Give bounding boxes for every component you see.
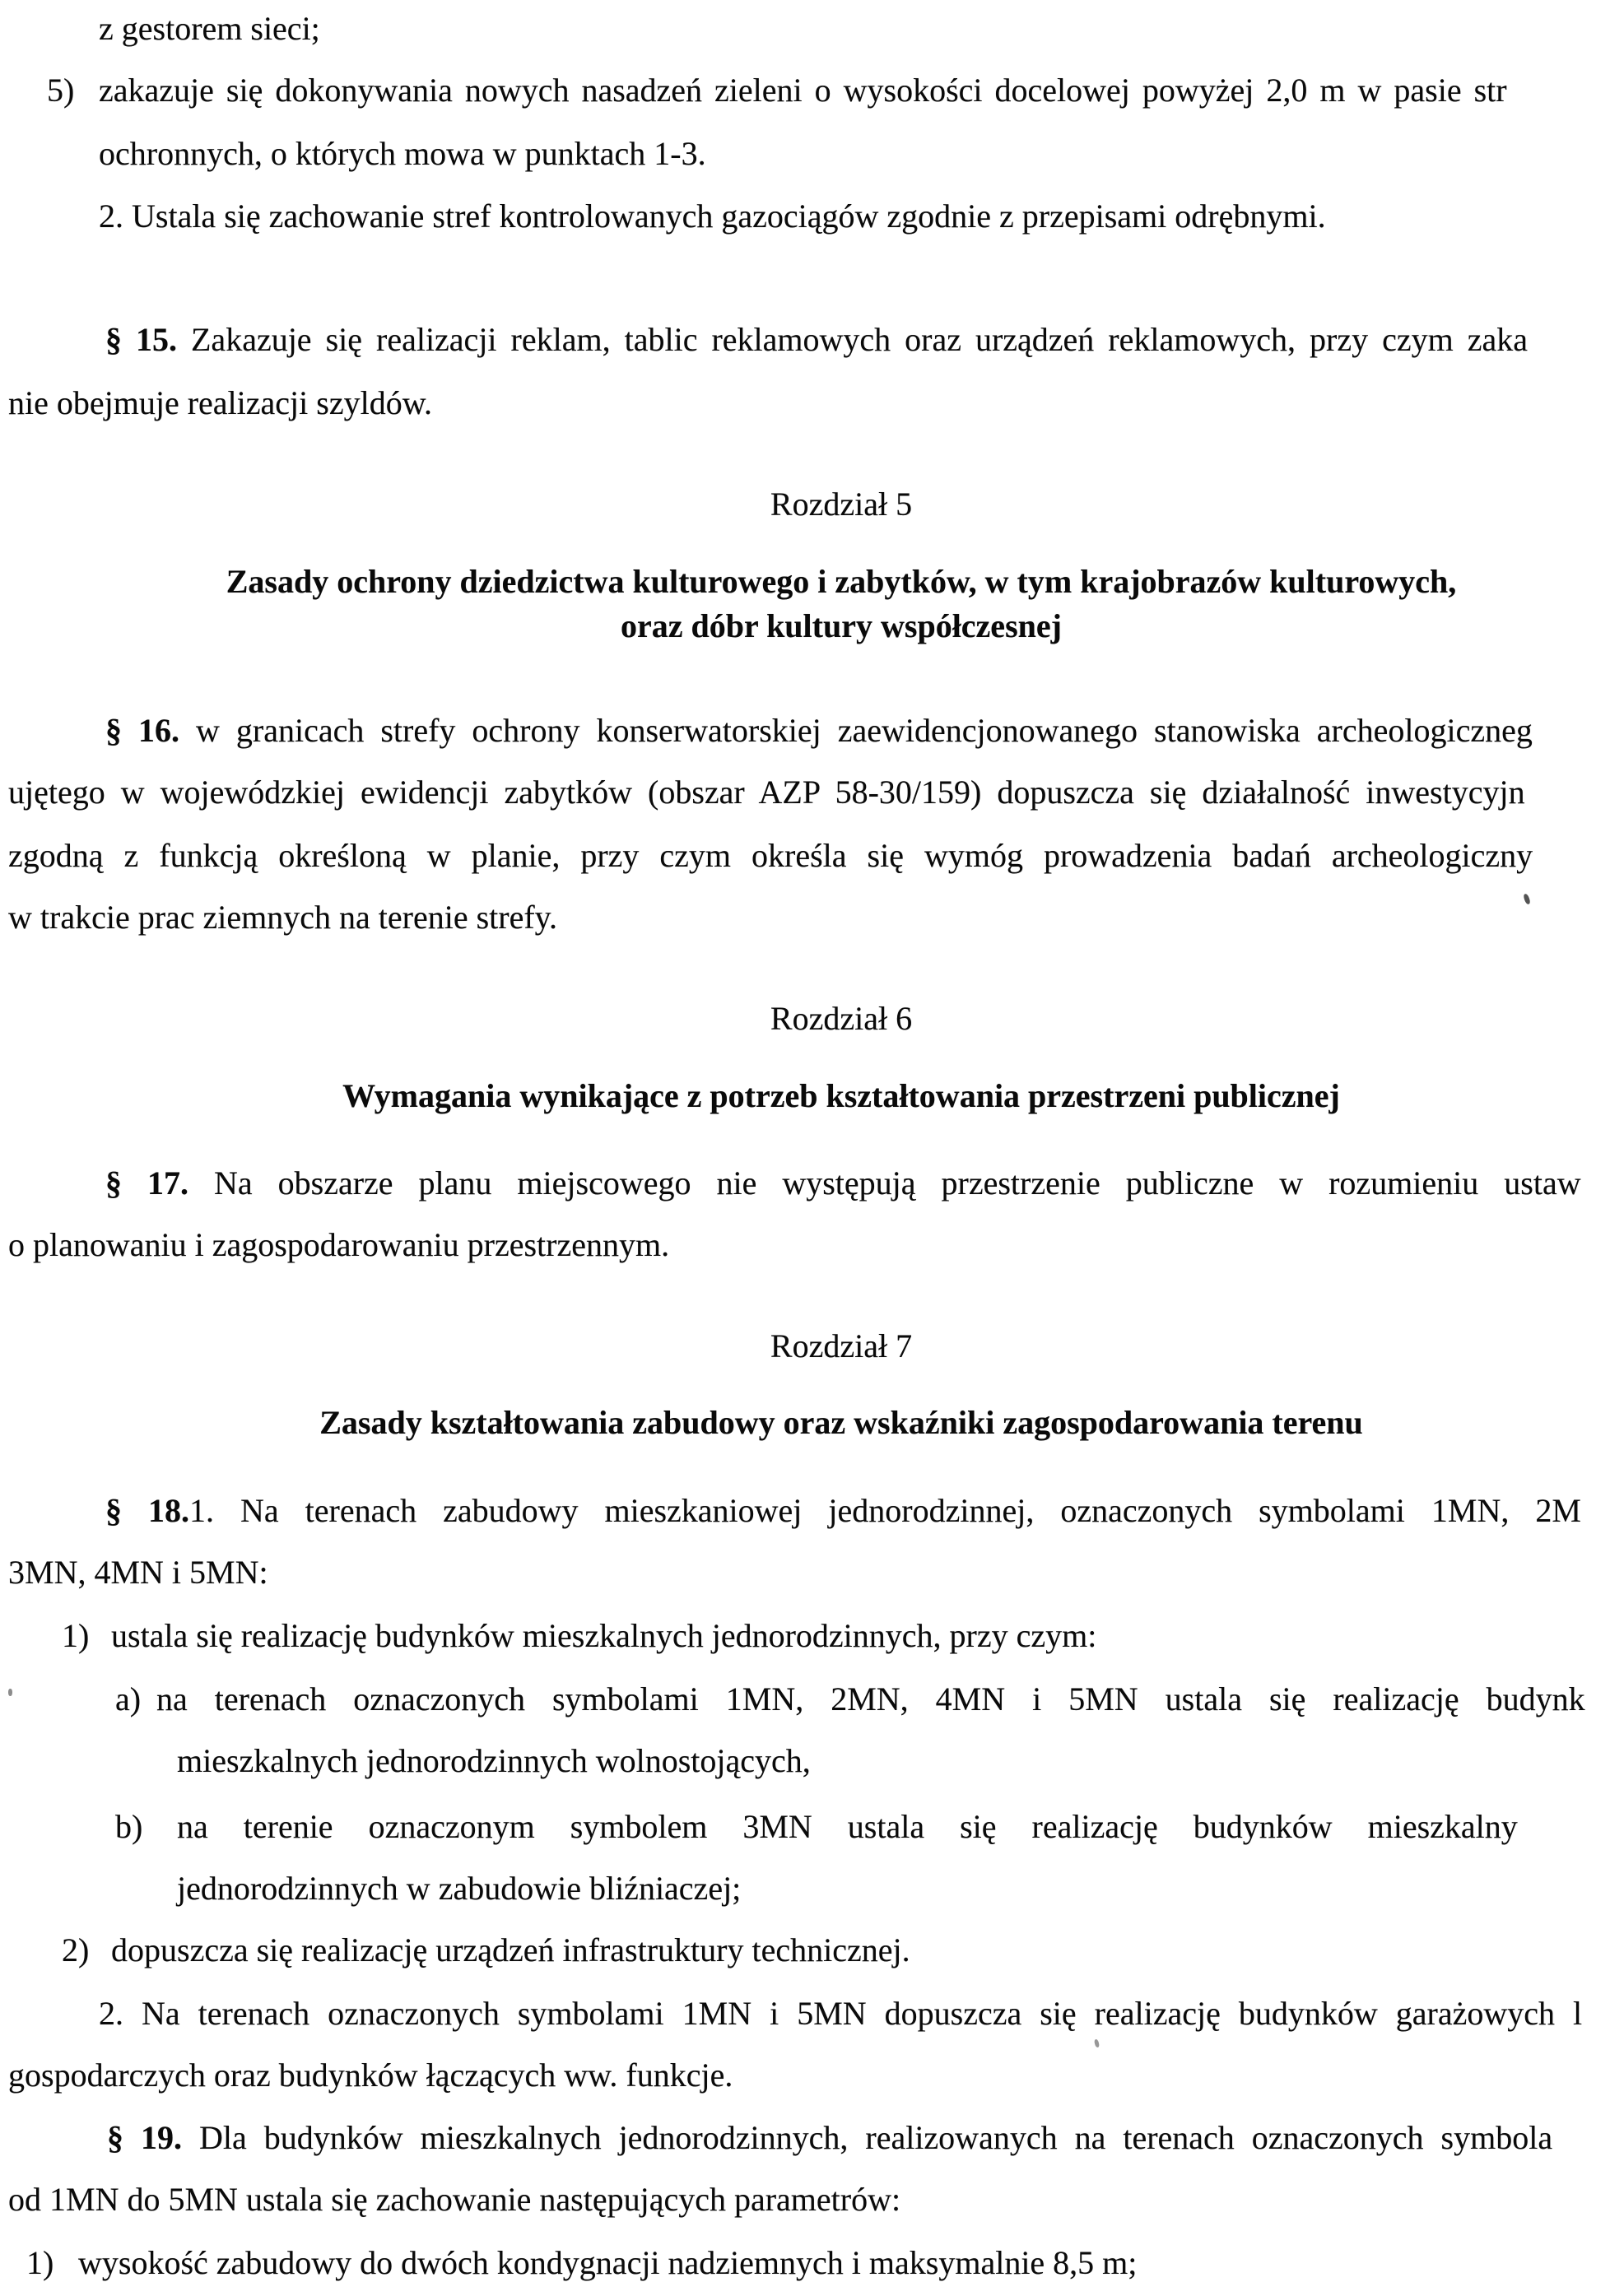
list-marker: 1) <box>62 1617 90 1654</box>
line-text: Rozdział 7 <box>770 1327 913 1364</box>
line-text: zgodną z funkcją określoną w planie, przy czym określa się wymóg prowadzenia badań archeologiczny <box>8 837 1533 874</box>
line-text: w trakcie prac ziemnych na terenie strefy. <box>8 899 558 936</box>
line-text: § 17. Na obszarze planu miejscowego nie występują przestrzenie publiczne w rozumieniu ustaw <box>105 1164 1581 1201</box>
line-text: na terenach oznaczonych symbolami 1MN, 2MN, 4MN i 5MN ustala się realizację budynk <box>156 1680 1585 1717</box>
section-symbol: § 17. <box>105 1164 188 1201</box>
line-text: na terenie oznaczonym symbolem 3MN ustala się realizację budynków mieszkalny <box>177 1808 1518 1845</box>
list-marker: 2) <box>62 1931 90 1968</box>
line-text: jednorodzinnych w zabudowie bliźniaczej; <box>177 1870 742 1907</box>
line-text: gospodarczych oraz budynków łączących ww. funkcje. <box>8 2057 733 2094</box>
line-text: oraz dóbr kultury współczesnej <box>621 607 1062 644</box>
line-text: zakazuje się dokonywania nowych nasadzeń zieleni o wysokości docelowej powyżej 2,0 m w pasie str <box>99 72 1507 109</box>
line-text: ochronnych, o których mowa w punktach 1-3. <box>99 135 706 172</box>
line-text: od 1MN do 5MN ustala się zachowanie następujących parametrów: <box>8 2181 901 2218</box>
section-symbol: § 16. <box>105 712 179 749</box>
line-text: mieszkalnych jednorodzinnych wolnostojących, <box>177 1742 811 1779</box>
line-text: ustala się realizację budynków mieszkalnych jednorodzinnych, przy czym: <box>111 1617 1097 1654</box>
line-text: § 15. Zakazuje się realizacji reklam, tablic reklamowych oraz urządzeń reklamowych, przy czym zaka <box>105 321 1528 358</box>
list-marker: b) <box>115 1808 143 1845</box>
line-text: o planowaniu i zagospodarowaniu przestrzennym. <box>8 1226 670 1263</box>
list-marker: a) <box>115 1680 142 1717</box>
scan-speck <box>8 1689 12 1696</box>
line-text: z gestorem sieci; <box>99 10 320 47</box>
scan-speck <box>1523 893 1531 904</box>
chapter-number-line <box>36 998 1610 1039</box>
line-text: nie obejmuje realizacji szyldów. <box>8 384 432 421</box>
line-text: dopuszcza się realizację urządzeń infrastruktury technicznej. <box>111 1931 910 1968</box>
line-text: § 18.1. Na terenach zabudowy mieszkaniowej jednorodzinnej, oznaczonych symbolami 1MN, 2M <box>105 1492 1581 1529</box>
chapter-number-line <box>36 484 1610 525</box>
line-text: Rozdział 6 <box>770 1000 913 1037</box>
chapter-title-line <box>36 1402 1610 1443</box>
chapter-title-line <box>36 561 1610 602</box>
scan-speck <box>1094 2039 1100 2048</box>
chapter-title-line <box>36 606 1610 647</box>
line-text: 2. Na terenach oznaczonych symbolami 1MN i 5MN dopuszcza się realizację budynków garażowych l <box>99 1995 1583 2032</box>
line-text: 2. Ustala się zachowanie stref kontrolowanych gazociągów zgodnie z przepisami odrębnymi. <box>99 198 1326 235</box>
line-text: 3MN, 4MN i 5MN: <box>8 1554 268 1591</box>
section-symbol: § 18. <box>105 1492 189 1529</box>
chapter-number-line <box>36 1326 1610 1367</box>
line-text: ujętego w wojewódzkiej ewidencji zabytków (obszar AZP 58-30/159) dopuszcza się działalność inwestycyjn <box>8 774 1525 811</box>
line-text: § 16. w granicach strefy ochrony konserwatorskiej zaewidencjonowanego stanowiska archeologiczneg <box>105 712 1533 749</box>
section-symbol: § 19. <box>107 2119 182 2156</box>
line-text: Zasady kształtowania zabudowy oraz wskaźniki zagospodarowania terenu <box>319 1404 1363 1441</box>
list-marker: 1) <box>26 2244 54 2281</box>
chapter-title-line <box>36 1076 1610 1117</box>
line-text: Zasady ochrony dziedzictwa kulturowego i zabytków, w tym krajobrazów kulturowych, <box>226 563 1457 600</box>
section-symbol: § 15. <box>105 321 177 358</box>
line-text: wysokość zabudowy do dwóch kondygnacji nadziemnych i maksymalnie 8,5 m; <box>78 2244 1138 2281</box>
line-text: Wymagania wynikające z potrzeb kształtowania przestrzeni publicznej <box>342 1077 1340 1114</box>
line-text: § 19. Dla budynków mieszkalnych jednorodzinnych, realizowanych na terenach oznaczonych symbola <box>107 2119 1553 2156</box>
line-text: Rozdział 5 <box>770 486 913 523</box>
list-marker: 5) <box>47 72 75 109</box>
